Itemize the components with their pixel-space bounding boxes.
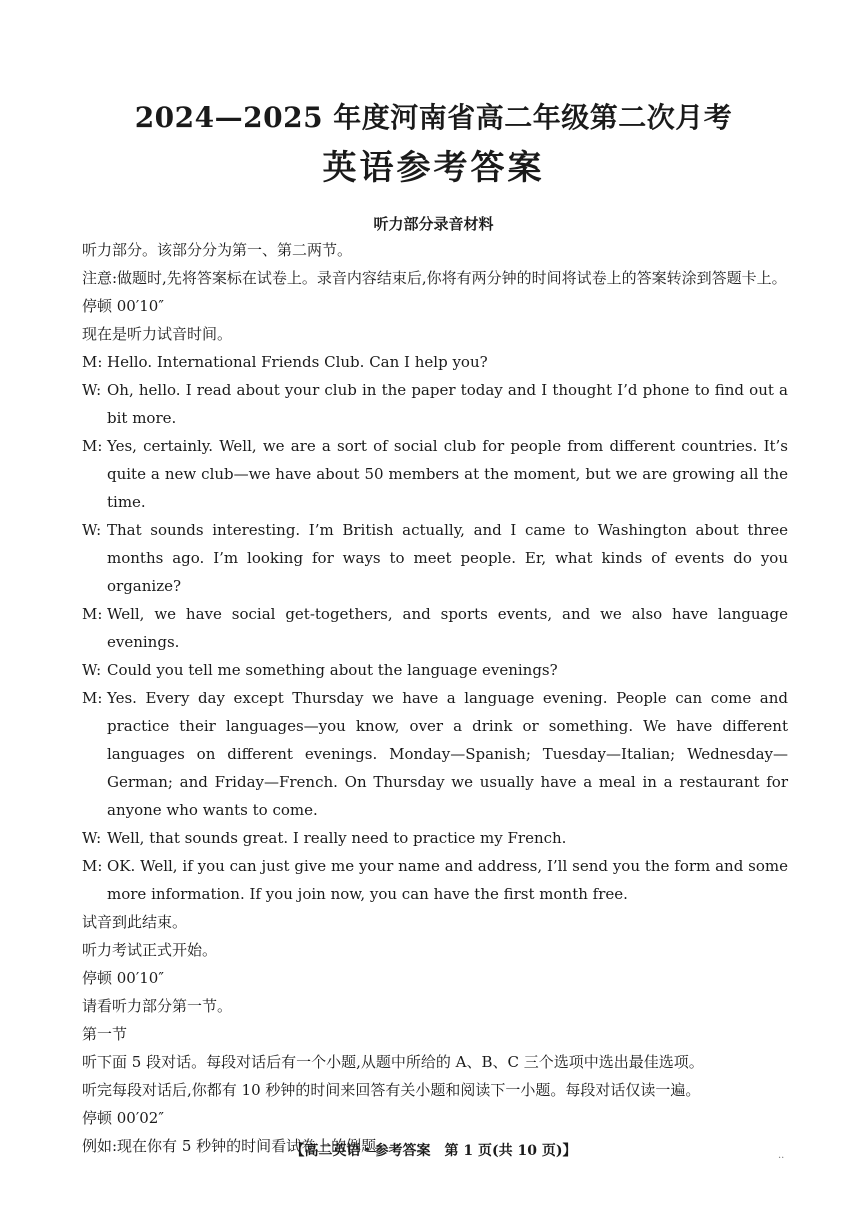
outro-line: 听力考试正式开始。 [82, 941, 218, 959]
example-line: 例如:现在你有 5 秒钟的时间看试卷上的例题。 [82, 1137, 392, 1155]
dialogue-text: That sounds interesting. I’m British actually, and I came to Washington about three months ago. I’m looking for ways to meet people. Er, what kinds of events do you organize? [107, 521, 788, 595]
pause-marker: 停顿 00′10″ [82, 969, 164, 987]
speaker-label: W: [82, 521, 102, 539]
speaker-label: M: [82, 689, 103, 707]
outro-line: 请看听力部分第一节。 [82, 997, 233, 1015]
dialogue-line [82, 684, 788, 824]
instruction-line: 听完每段对话后,你都有 10 秒钟的时间来回答有关小题和阅读下一小题。每段对话仅读一遍。 [82, 1081, 701, 1099]
dialogue-line [82, 852, 788, 908]
intro-note: 注意:做题时,先将答案标在试卷上。录音内容结束后,你将有两分钟的时间将试卷上的答案转涂到答题卡上。 [82, 269, 787, 287]
dialogue-text: Oh, hello. I read about your club in the paper today and I thought I’d phone to find out a bit more. [107, 381, 788, 427]
dialogue-line [82, 432, 788, 516]
dialogue-text: OK. Well, if you can just give me your name and address, I’ll send you the form and some more information. If you join now, you can have the first month free. [107, 857, 788, 903]
speaker-label: W: [82, 381, 102, 399]
speaker-label: M: [82, 437, 103, 455]
intro-line: 听力部分。该部分分为第一、第二两节。 [82, 241, 353, 259]
speaker-label: M: [82, 605, 103, 623]
exam-title: 2024—2025 年度河南省高二年级第二次月考 [134, 101, 733, 134]
dialogue-text: Could you tell me something about the language evenings? [107, 661, 558, 679]
dialogue-text: Well, we have social get-togethers, and sports events, and we also have language evenings. [107, 605, 788, 651]
dialogue-text: Well, that sounds great. I really need to practice my French. [107, 829, 567, 847]
outro-line: 试音到此结束。 [82, 913, 188, 931]
dialogue-line [82, 600, 788, 656]
speaker-label: W: [82, 661, 102, 679]
dialogue-line [82, 656, 788, 684]
pause-marker: 停顿 00′10″ [82, 297, 164, 315]
dialogue-line [82, 348, 788, 376]
transcript-body [82, 236, 788, 1160]
dialogue-line [82, 376, 788, 432]
speaker-label: M: [82, 353, 103, 371]
pause-marker: 停顿 00′02″ [82, 1109, 164, 1127]
part-heading: 第一节 [82, 1025, 128, 1043]
dialogue-line [82, 516, 788, 600]
dialogue-line [82, 824, 788, 852]
document-subtitle: 英语参考答案 [322, 148, 545, 188]
speaker-label: W: [82, 829, 102, 847]
page-footer: 【高二英语・参考答案 第 1 页(共 10 页)】 [290, 1143, 577, 1159]
instruction-line: 听下面 5 段对话。每段对话后有一个小题,从题中所给的 A、B、C 三个选项中选出最佳选项。 [82, 1053, 704, 1071]
dialogue-text: Hello. International Friends Club. Can I help you? [107, 353, 488, 371]
corner-mark: .. [778, 1150, 785, 1161]
intro-line: 现在是听力试音时间。 [82, 325, 233, 343]
dialogue-text: Yes, certainly. Well, we are a sort of social club for people from different countries. It’s quite a new club—we have about 50 members at the moment, but we are growing all the time. [107, 437, 788, 511]
dialogue-text: Yes. Every day except Thursday we have a language evening. People can come and practice their languages—you know, over a drink or something. We have different languages on different evenings. Monday—Spanish; Tuesday—Italian; Wednesday—German; and Friday—French. On Thursday we usually have a meal in a restaurant for anyone who wants to come. [107, 689, 788, 819]
speaker-label: M: [82, 857, 103, 875]
section-title: 听力部分录音材料 [373, 215, 494, 233]
